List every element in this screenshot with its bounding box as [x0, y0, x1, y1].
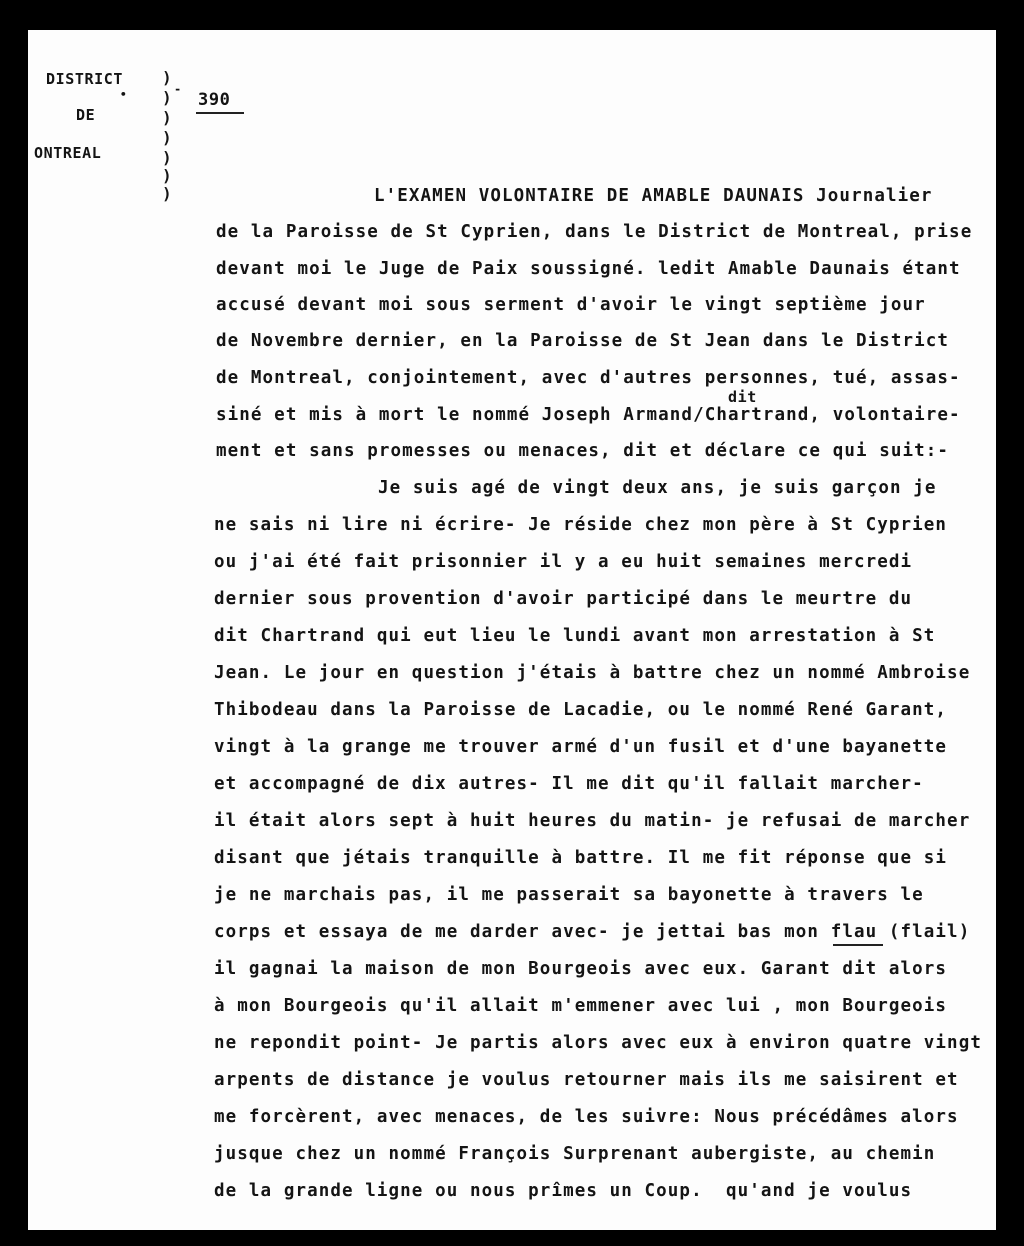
text-line: jusque chez un nommé François Surprenant aubergiste, au chemin [214, 1144, 936, 1164]
text-line: Thibodeau dans la Paroisse de Lacadie, ou le nommé René Garant, [214, 700, 948, 720]
text-line: ou j'ai été fait prisonnier il y a eu huit semaines mercredi [214, 552, 913, 572]
de-label: DE [76, 106, 96, 124]
district-label: DISTRICT [46, 70, 124, 88]
text-line: il était alors sept à huit heures du matin- je refusai de marcher [214, 811, 971, 831]
text-line: siné et mis à mort le nommé Joseph Armand/Chartrand, volontaire- [216, 405, 961, 425]
text-line: me forcèrent, avec menaces, de les suivre: Nous précédâmes alors [214, 1107, 959, 1127]
page-number-underline [196, 112, 244, 114]
text-line: ment et sans promesses ou menaces, dit et déclare ce qui suit:- [216, 441, 950, 461]
text-line: corps et essaya de me darder avec- je jettai bas mon flau (flail) [214, 922, 971, 942]
text-line: Jean. Le jour en question j'étais à battre chez un nommé Ambroise [214, 663, 971, 683]
text-line: de Novembre dernier, en la Paroisse de St Jean dans le District [216, 331, 950, 351]
bracket: ) [162, 148, 173, 167]
interlinear-insert: dit [728, 388, 757, 406]
bracket-dash: - [174, 82, 182, 96]
bracket: ) [162, 88, 173, 107]
text-line: dernier sous provention d'avoir participé dans le meurtre du [214, 589, 913, 609]
text-line: vingt à la grange me trouver armé d'un fusil et d'une bayanette [214, 737, 948, 757]
text-line: de la grande ligne ou nous prîmes un Coup. qu'and je voulus [214, 1181, 913, 1201]
flau-underline [833, 944, 883, 946]
text-line: dit Chartrand qui eut lieu le lundi avant mon arrestation à St [214, 626, 936, 646]
text-line: accusé devant moi sous serment d'avoir le vingt septième jour [216, 295, 926, 315]
text-line: Je suis agé de vingt deux ans, je suis garçon je [378, 478, 937, 498]
bracket: ) [162, 184, 173, 203]
text-line: disant que jétais tranquille à battre. Il me fit réponse que si [214, 848, 948, 868]
text-line: de Montreal, conjointement, avec d'autres personnes, tué, assas- [216, 368, 961, 388]
document-heading: L'EXAMEN VOLONTAIRE DE AMABLE DAUNAIS Journalier [374, 186, 933, 206]
text-line: de la Paroisse de St Cyprien, dans le District de Montreal, prise [216, 222, 973, 242]
bracket: ) [162, 108, 173, 127]
bracket: ) [162, 166, 173, 185]
document-page [28, 30, 996, 1230]
bracket: ) [162, 128, 173, 147]
text-line: ne repondit point- Je partis alors avec eux à environ quatre vingt [214, 1033, 982, 1053]
stray-mark: • [120, 88, 128, 101]
montreal-label: ONTREAL [34, 144, 102, 162]
text-line: arpents de distance je voulus retourner mais ils me saisirent et [214, 1070, 959, 1090]
text-line: il gagnai la maison de mon Bourgeois avec eux. Garant dit alors [214, 959, 948, 979]
page-number: 390 [198, 90, 231, 110]
text-line: je ne marchais pas, il me passerait sa bayonette à travers le [214, 885, 924, 905]
text-line: à mon Bourgeois qu'il allait m'emmener avec lui , mon Bourgeois [214, 996, 948, 1016]
bracket: ) [162, 68, 173, 87]
text-line: devant moi le Juge de Paix soussigné. ledit Amable Daunais étant [216, 259, 961, 279]
text-line: ne sais ni lire ni écrire- Je réside chez mon père à St Cyprien [214, 515, 948, 535]
text-line: et accompagné de dix autres- Il me dit qu'il fallait marcher- [214, 774, 924, 794]
